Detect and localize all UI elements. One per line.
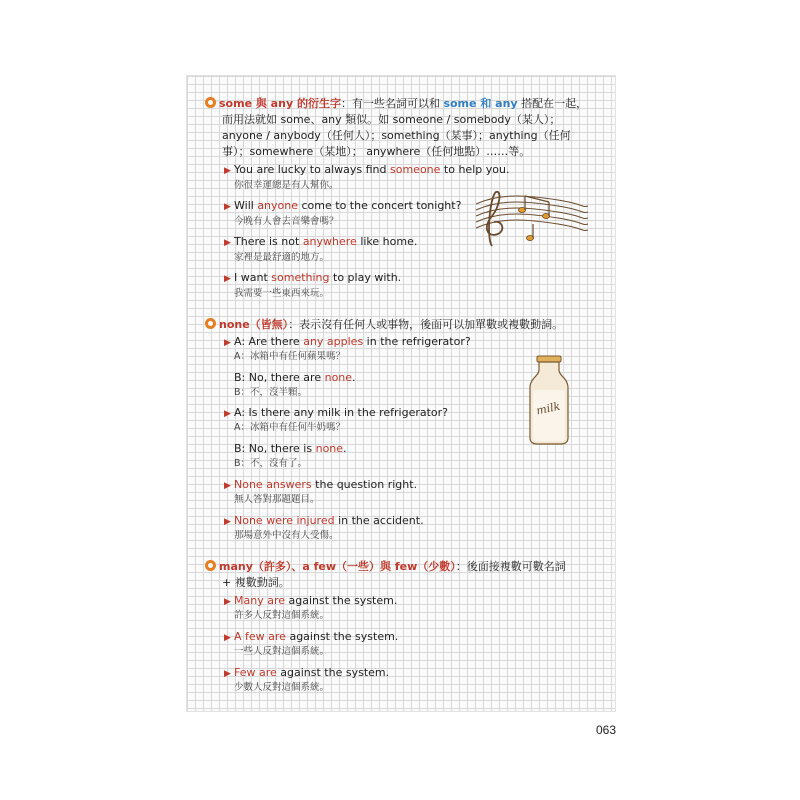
section3-line: + 複數動詞。 <box>222 576 290 589</box>
bullet-icon <box>205 318 216 329</box>
example-translation: 一些人反對這個系統。 <box>234 646 330 657</box>
example-translation: 我需要一些東西來玩。 <box>234 288 330 299</box>
heading-text: ：表示沒有任何人或事物，後面可以加單數或複數動詞。 <box>288 318 564 331</box>
example-sentence: ▶ None were injured in the accident. <box>224 513 424 530</box>
dialog-translation: A：冰箱中有任何牛奶嗎？ <box>234 422 345 433</box>
bullet-icon <box>205 560 216 571</box>
triangle-bullet-icon: ▶ <box>224 517 231 527</box>
dialog-answer: B: No, there are none. <box>234 371 356 384</box>
section1-line: anyone / anybody（任何人）；something（某事）；anything（任何 <box>222 129 571 142</box>
triangle-bullet-icon: ▶ <box>224 597 231 607</box>
example-translation: 那場意外中沒有人受傷。 <box>234 530 339 541</box>
dialog-question: ▶ A: Is there any milk in the refrigerator? <box>224 405 448 422</box>
heading-keyword: none（皆無） <box>219 318 289 331</box>
page-number: 063 <box>596 723 617 737</box>
heading-keyword: many（許多）、a few（一些）與 few（少數） <box>219 560 456 573</box>
section1-heading <box>205 96 587 112</box>
example-sentence: ▶ Few are against the system. <box>224 665 389 682</box>
example-sentence: ▶ A few are against the system. <box>224 629 398 646</box>
keyword-any: any <box>495 97 518 110</box>
example-sentence: ▶ None answers the question right. <box>224 477 417 494</box>
triangle-bullet-icon: ▶ <box>224 633 231 643</box>
triangle-bullet-icon: ▶ <box>224 409 231 419</box>
example-sentence: ▶ Many are against the system. <box>224 593 397 610</box>
example-translation: 無人答對那題題目。 <box>234 494 320 505</box>
example-translation: 今晚有人會去音樂會嗎？ <box>234 216 339 227</box>
milk-bottle-illustration <box>524 354 574 446</box>
milk-label-text: milk <box>535 399 562 418</box>
music-notes-illustration <box>472 186 590 258</box>
example-translation: 少數人反對這個系統。 <box>234 682 330 693</box>
example-translation: 你很幸運總是有人幫你。 <box>234 180 339 191</box>
example-sentence: ▶ I want something to play with. <box>224 270 401 287</box>
triangle-bullet-icon: ▶ <box>224 202 231 212</box>
example-translation: 家裡是最舒適的地方。 <box>234 252 330 263</box>
triangle-bullet-icon: ▶ <box>224 669 231 679</box>
heading-keyword: some 與 any 的衍生字 <box>219 97 341 110</box>
section1-line: 事）；somewhere（某地）； anywhere（任何地點）……等。 <box>222 145 531 158</box>
heading-and: 和 <box>476 97 496 110</box>
example-translation: 許多人反對這個系統。 <box>234 610 330 621</box>
heading-text: ：有一些名詞可以和 <box>340 97 444 110</box>
section2-heading <box>205 317 563 333</box>
keyword-some: some <box>443 97 477 110</box>
bullet-icon <box>205 97 216 108</box>
dialog-translation: B：不，沒半顆。 <box>234 387 308 398</box>
example-sentence: ▶ You are lucky to always find someone to help you. <box>224 162 509 179</box>
section3-heading <box>205 559 566 575</box>
example-sentence: ▶ There is not anywhere like home. <box>224 234 417 251</box>
triangle-bullet-icon: ▶ <box>224 238 231 248</box>
dialog-question: ▶ A: Are there any apples in the refrigerator? <box>224 334 471 351</box>
triangle-bullet-icon: ▶ <box>224 166 231 176</box>
heading-text: ：後面接複數可數名詞 <box>455 560 566 573</box>
triangle-bullet-icon: ▶ <box>224 274 231 284</box>
dialog-translation: B：不，沒有了。 <box>234 458 308 469</box>
section1-line: 而用法就如 some、any 類似。如 someone / somebody（某人）； <box>222 113 561 126</box>
dialog-answer: B: No, there is none. <box>234 442 347 455</box>
dialog-translation: A：冰箱中有任何蘋果嗎？ <box>234 351 345 362</box>
example-sentence: ▶ Will anyone come to the concert tonight? <box>224 198 461 215</box>
triangle-bullet-icon: ▶ <box>224 338 231 348</box>
heading-tail: 搭配在一起， <box>517 97 588 110</box>
triangle-bullet-icon: ▶ <box>224 481 231 491</box>
